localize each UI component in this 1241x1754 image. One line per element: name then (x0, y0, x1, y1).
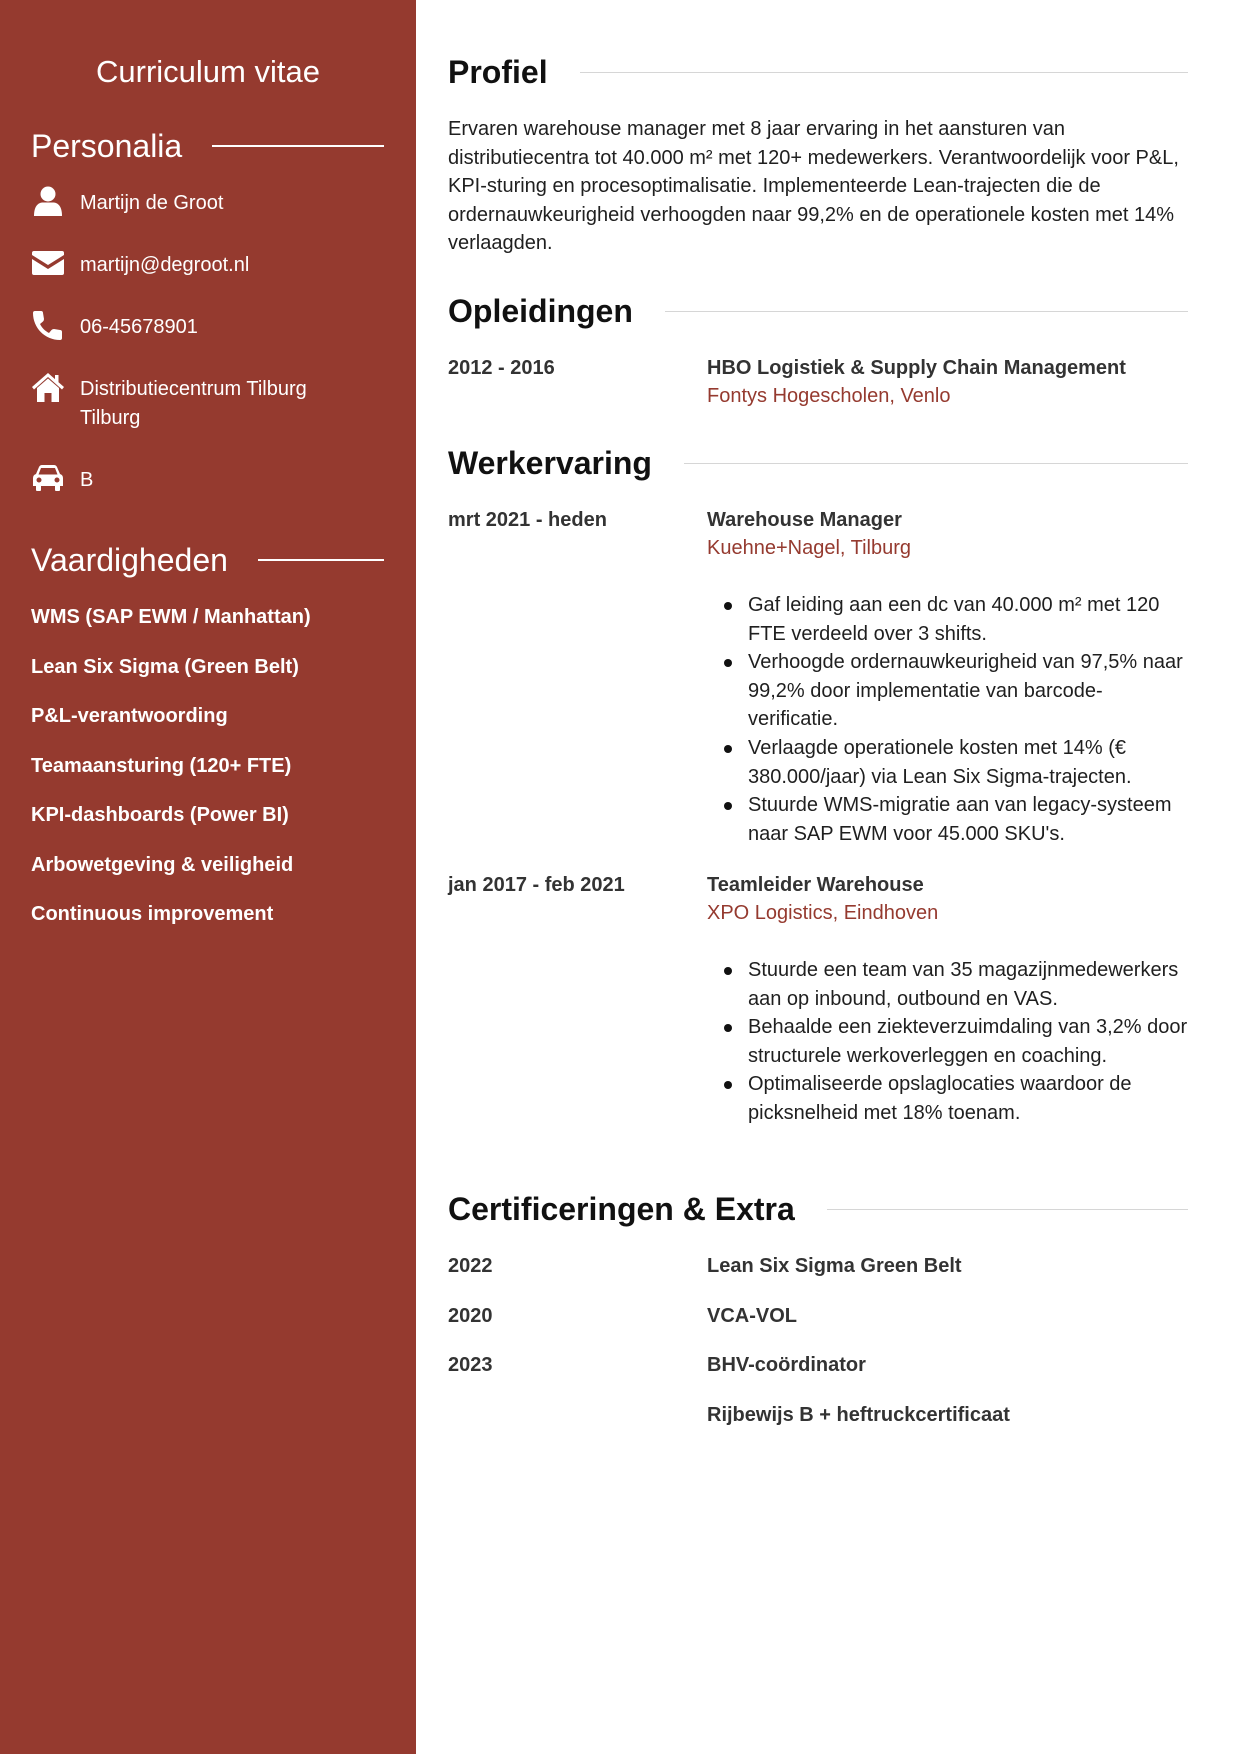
experience-heading-label: Werkervaring (448, 445, 652, 481)
skill-item: Teamaansturing (120+ FTE) (31, 755, 292, 777)
education-heading (448, 291, 1188, 331)
certification-title: BHV-coördinator (707, 1354, 866, 1376)
personal-email-row (31, 251, 249, 280)
experience-heading (448, 443, 1188, 483)
profile-heading-label: Profiel (448, 54, 548, 90)
skills-divider (258, 559, 384, 561)
cv-title: Curriculum vitae (96, 54, 320, 89)
personalia-heading (31, 126, 384, 166)
certification-title: Lean Six Sigma Green Belt (707, 1255, 962, 1277)
job-employer: XPO Logistics, Eindhoven (707, 902, 939, 924)
address-line-1: Distributiecentrum Tilburg (80, 378, 307, 400)
address-line-2: Tilburg (80, 407, 141, 429)
certifications-heading-label: Certificeringen & Extra (448, 1191, 795, 1227)
certification-title: Rijbewijs B + heftruckcertificaat (707, 1404, 1010, 1426)
phone-icon (31, 310, 65, 340)
job-title: Warehouse Manager (707, 509, 902, 531)
profile-text: Ervaren warehouse manager met 8 jaar ervaring in het aansturen van distributiecentra tot 40.000 m² met 120+ medewerkers. Verantwoordelijk voor P&L, KPI-sturing en procesoptimalisatie. Implementeerde Lean-trajecten die de ordernauwkeurigheid verhoogden naar 99,2% en de operationele kosten met 14% verlaagden. (448, 118, 1179, 255)
achievement-item: Behaalde een ziekteverzuimdaling van 3,2% door structurele werkoverleggen en coaching. (748, 1013, 1188, 1070)
job-employer: Kuehne+Nagel, Tilburg (707, 537, 912, 559)
personalia-divider (212, 145, 384, 147)
skill-item: P&L-verantwoording (31, 705, 228, 727)
skill-item: WMS (SAP EWM / Manhattan) (31, 606, 311, 628)
education-divider (665, 311, 1188, 312)
job-period: mrt 2021 - heden (448, 509, 607, 531)
education-period: 2012 - 2016 (448, 357, 555, 379)
personalia-heading-label: Personalia (31, 128, 183, 164)
certification-year: 2023 (448, 1354, 493, 1376)
certification-year: 2022 (448, 1255, 493, 1277)
achievement-item: Optimaliseerde opslaglocaties waardoor de picksnelheid met 18% toenam. (748, 1070, 1188, 1127)
personal-address (80, 375, 307, 433)
education-heading-label: Opleidingen (448, 293, 633, 329)
envelope-icon (31, 248, 65, 278)
personal-name: Martijn de Groot (80, 192, 224, 214)
education-title: HBO Logistiek & Supply Chain Management (707, 357, 1126, 379)
personal-name-row (31, 189, 223, 218)
car-icon (31, 463, 65, 493)
achievement-item: Verlaagde operationele kosten met 14% (€ 380.000/jaar) via Lean Six Sigma-trajecten. (748, 734, 1188, 791)
skill-item: Continuous improvement (31, 903, 274, 925)
skills-heading (31, 540, 384, 580)
experience-divider (684, 463, 1188, 464)
job-achievements (748, 956, 1188, 1128)
profile-heading (448, 52, 1188, 92)
achievement-item: Gaf leiding aan een dc van 40.000 m² met 120 FTE verdeeld over 3 shifts. (748, 591, 1188, 648)
skills-heading-label: Vaardigheden (31, 542, 228, 578)
skill-item: Lean Six Sigma (Green Belt) (31, 656, 299, 678)
personal-license: B (80, 469, 94, 491)
job-period: jan 2017 - feb 2021 (448, 874, 625, 896)
achievement-item: Verhoogde ordernauwkeurigheid van 97,5% naar 99,2% door implementatie van barcode-verificatie. (748, 648, 1188, 734)
profile-divider (580, 72, 1188, 73)
personal-email[interactable]: martijn@degroot.nl (80, 254, 250, 276)
user-icon (31, 186, 65, 216)
personal-license-row (31, 466, 93, 495)
skill-item: Arbowetgeving & veiligheid (31, 854, 294, 876)
certification-title: VCA-VOL (707, 1305, 797, 1327)
certifications-divider (827, 1209, 1188, 1210)
personal-phone[interactable]: 06-45678901 (80, 316, 198, 338)
job-title: Teamleider Warehouse (707, 874, 924, 896)
sidebar (0, 0, 416, 1754)
education-institution: Fontys Hogescholen, Venlo (707, 385, 951, 407)
achievement-item: Stuurde een team van 35 magazijnmedewerkers aan op inbound, outbound en VAS. (748, 956, 1188, 1013)
certification-year: 2020 (448, 1305, 493, 1327)
job-achievements (748, 591, 1188, 848)
personal-phone-row (31, 313, 198, 342)
certifications-heading (448, 1189, 1188, 1229)
achievement-item: Stuurde WMS-migratie aan van legacy-systeem naar SAP EWM voor 45.000 SKU's. (748, 791, 1188, 848)
skill-item: KPI-dashboards (Power BI) (31, 804, 289, 826)
home-icon (31, 372, 65, 402)
personal-address-row (31, 375, 307, 433)
